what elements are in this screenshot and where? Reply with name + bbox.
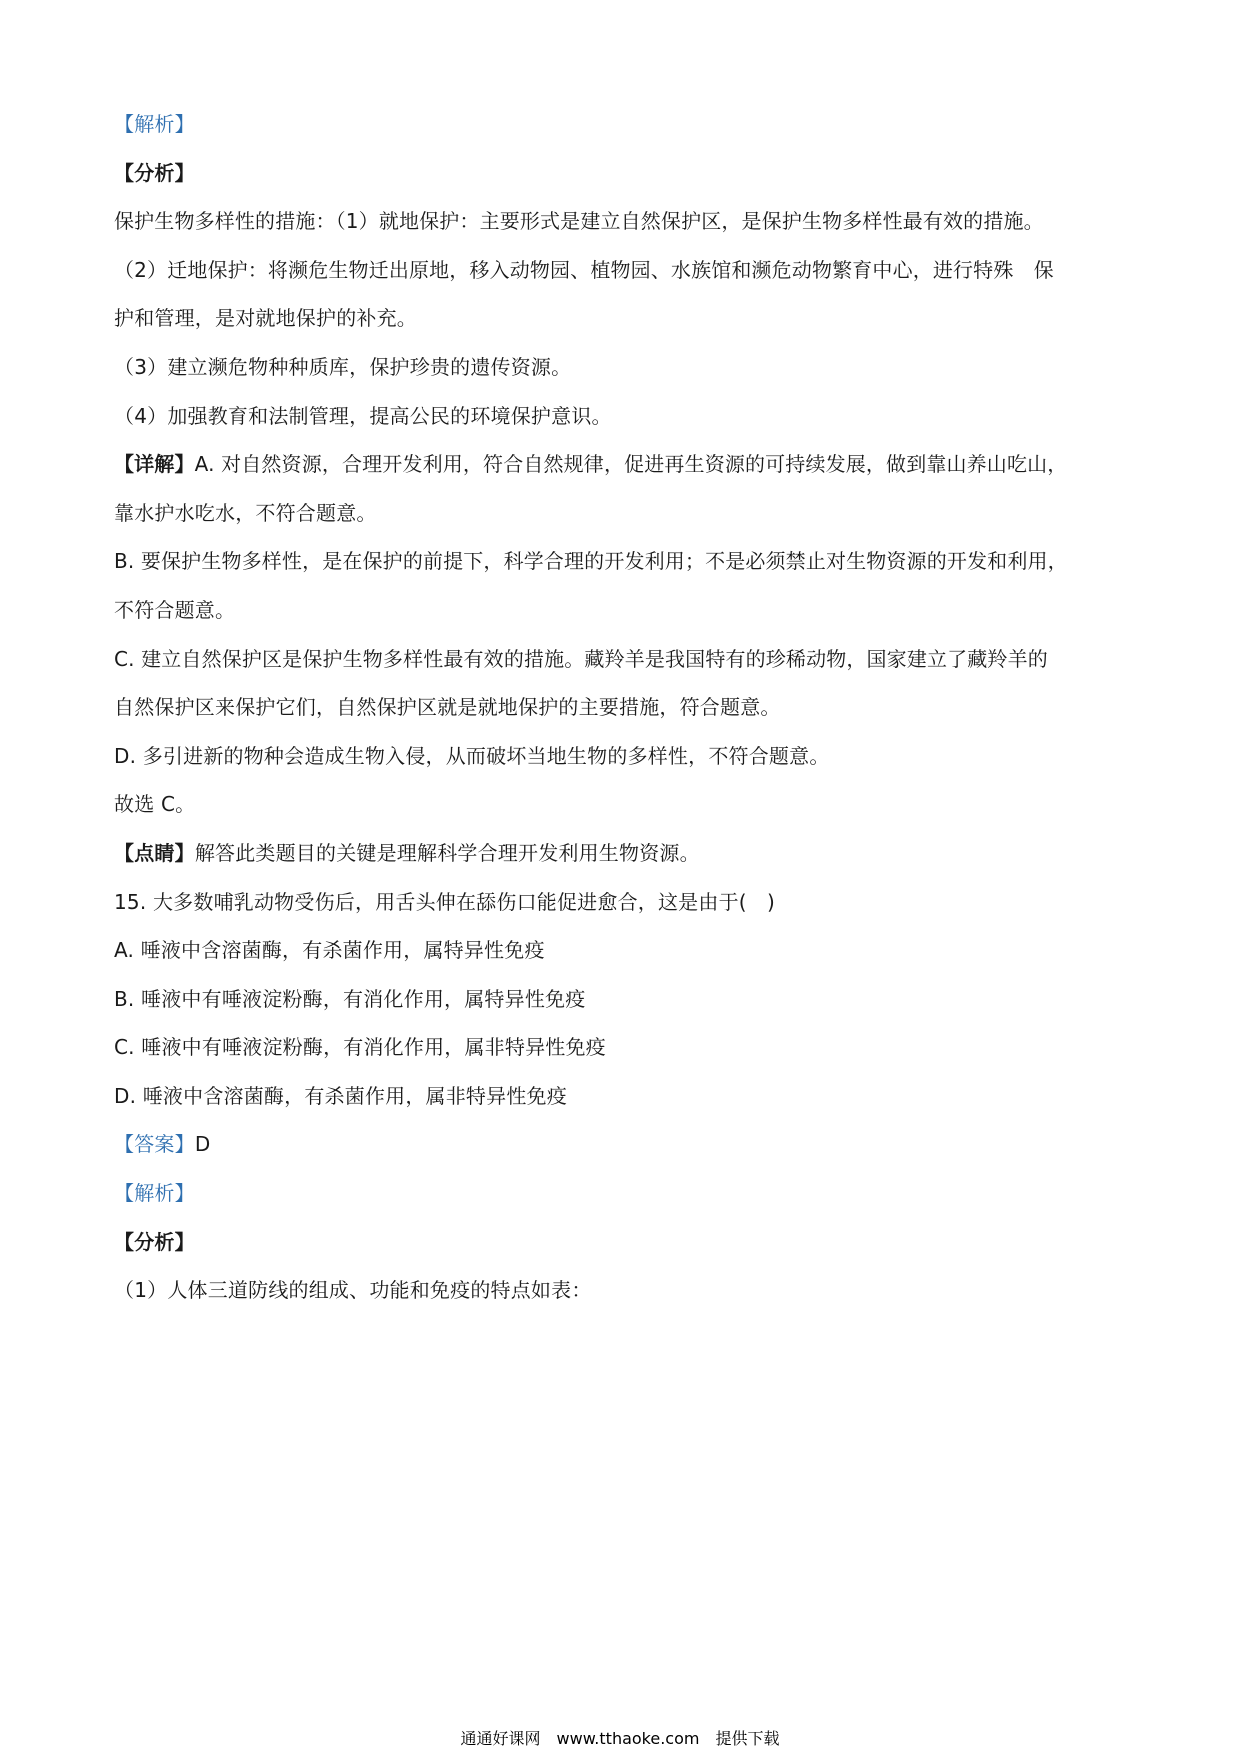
question-option-b: B. 唾液中有唾液淀粉酶，有消化作用，属特异性免疫 (114, 986, 586, 1011)
paragraph-line: （4）加强教育和法制管理，提高公民的环境保护意识。 (114, 403, 612, 428)
highlight-line (114, 829, 1134, 878)
paragraph-line: 保护生物多样性的措施：（1）就地保护：主要形式是建立自然保护区，是保护生物多样性最有效的措施。 (114, 209, 1044, 234)
paragraph-line: （1）人体三道防线的组成、功能和免疫的特点如表： (114, 1278, 592, 1303)
paragraph-line: 自然保护区来保护它们，自然保护区就是就地保护的主要措施，符合题意。 (114, 695, 781, 720)
paragraph-line: B. 要保护生物多样性，是在保护的前提下，科学合理的开发利用；不是必须禁止对生物资源的开发和利用， (114, 549, 1068, 574)
section-tag-highlight: 【点睛】 (114, 840, 195, 865)
page-footer: 通通好课网 www.tthaoke.com 提供下载 (460, 1729, 780, 1748)
detail-line (114, 440, 1134, 489)
section-tag-analysis: 【解析】 (114, 112, 195, 136)
highlight-text: 解答此类题目的关键是理解科学合理开发利用生物资源。 (194, 840, 700, 865)
paragraph-line: C. 建立自然保护区是保护生物多样性最有效的措施。藏羚羊是我国特有的珍稀动物，国家建立了藏羚羊的 (114, 646, 1048, 671)
paragraph-line: （2）迁地保护：将濒危生物迁出原地，移入动物园、植物园、水族馆和濒危动物繁育中心，进行特殊 保 (114, 257, 1054, 282)
answer-value: D (194, 1132, 211, 1157)
question-option-a: A. 唾液中含溶菌酶，有杀菌作用，属特异性免疫 (114, 938, 545, 963)
section-tag-answer: 【答案】 (114, 1132, 195, 1157)
question-option-c: C. 唾液中有唾液淀粉酶，有消化作用，属非特异性免疫 (114, 1035, 606, 1060)
paragraph-line: 不符合题意。 (114, 597, 236, 622)
paragraph-line: 护和管理，是对就地保护的补充。 (114, 306, 417, 331)
section-tag-analysis: 【解析】 (114, 1181, 195, 1206)
section-tag-fenxi: 【分析】 (114, 160, 195, 185)
paragraph-line: D. 多引进新的物种会造成生物入侵，从而破坏当地生物的多样性，不符合题意。 (114, 743, 830, 768)
answer-line (114, 1120, 1134, 1169)
section-tag-fenxi: 【分析】 (114, 1229, 195, 1254)
detail-text: A. 对自然资源，合理开发利用，符合自然规律，促进再生资源的可持续发展，做到靠山养山吃山， (194, 452, 1068, 477)
paragraph-line: 靠水护水吃水，不符合题意。 (114, 500, 377, 525)
conclusion-line: 故选 C。 (114, 792, 196, 817)
question-stem: 15. 大多数哺乳动物受伤后，用舌头伸在舔伤口能促进愈合，这是由于( ) (114, 889, 775, 914)
question-option-d: D. 唾液中含溶菌酶，有杀菌作用，属非特异性免疫 (114, 1083, 567, 1108)
paragraph-line: （3）建立濒危物种种质库，保护珍贵的遗传资源。 (114, 354, 572, 379)
section-tag-detail: 【详解】 (114, 452, 195, 477)
document-body (114, 100, 1134, 1315)
